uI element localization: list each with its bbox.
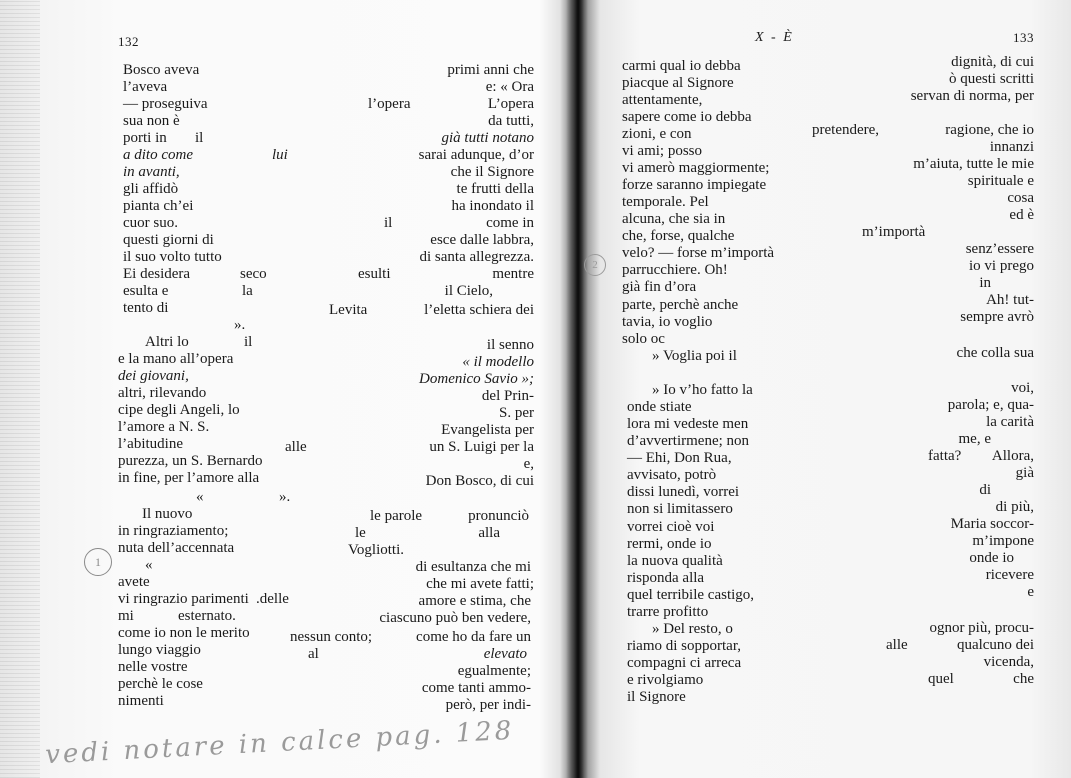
text-line: ò questi scritti — [949, 71, 1034, 87]
text-fragment: ». — [279, 489, 291, 505]
text-line: » Del resto, o — [652, 621, 733, 637]
text-fragment: fatta? — [928, 448, 962, 464]
text-line: m’impone — [972, 533, 1034, 549]
text-fragment: ». — [234, 317, 246, 333]
text-line: parte, perchè anche — [622, 297, 739, 313]
text-line: vi amerò maggiormente; — [622, 160, 770, 176]
text-line: già fin d’ora — [622, 279, 697, 295]
text-line: qualcuno dei — [956, 637, 1034, 653]
text-line: d’avvertirmene; non — [627, 433, 750, 449]
text-fragment: Levita — [329, 302, 368, 318]
text-line: Ei desidera — [123, 266, 191, 282]
text-line: mi — [118, 608, 134, 624]
text-line: mentre — [492, 266, 534, 282]
text-fragment: .delle — [256, 591, 289, 607]
text-line: quel terribile castigo, — [627, 587, 755, 603]
text-line: S. per — [499, 405, 534, 421]
text-line: l’amore a N. S. — [118, 419, 210, 435]
handwritten-annotation: vedi notare in calce pag. 128 — [44, 715, 516, 771]
text-line: vicenda, — [983, 654, 1034, 670]
text-line: tento di — [123, 300, 169, 316]
text-line: ha inondato il — [451, 198, 534, 214]
text-line: già — [1015, 465, 1034, 481]
text-fragment: il — [384, 215, 393, 231]
text-line: sarai adunque, d’or — [418, 147, 534, 163]
text-line: « il modello — [462, 354, 534, 370]
text-line: egualmente; — [457, 663, 531, 679]
text-fragment: la — [242, 283, 253, 299]
text-line: Vogliotti. — [348, 542, 404, 558]
text-line: innanzi — [989, 139, 1034, 155]
text-line: voi, — [1011, 380, 1034, 396]
text-line: me, e — [958, 431, 991, 447]
text-line: parrucchiere. Oh! — [622, 262, 728, 278]
text-line: alcuna, che sia in — [622, 211, 726, 227]
text-line: perchè le cose — [118, 676, 203, 692]
text-line: amore e stima, che — [418, 593, 531, 609]
text-fragment: al — [308, 646, 319, 662]
text-line: di santa allegrezza. — [419, 249, 534, 265]
text-line: e: « Ora — [485, 79, 534, 95]
text-line: parola; e, qua- — [947, 397, 1034, 413]
text-line: un S. Luigi per la — [429, 439, 534, 455]
text-fragment: alle — [886, 637, 908, 653]
text-line: dissi lunedì, vorrei — [627, 484, 740, 500]
text-line: e — [1027, 584, 1034, 600]
text-line: Altri lo — [145, 334, 189, 350]
text-line: Evangelista per — [441, 422, 534, 438]
text-line: Domenico Savio »; — [419, 371, 534, 387]
text-line: il Signore — [627, 689, 686, 705]
text-line: alla — [478, 525, 500, 541]
text-line: senz’essere — [965, 241, 1034, 257]
text-line: L’opera — [487, 96, 534, 112]
text-line: gli affidò — [123, 181, 179, 197]
text-line: onde io — [969, 550, 1014, 566]
text-line: nelle vostre — [118, 659, 188, 675]
text-fragment: m’importà — [862, 224, 926, 240]
text-line: che il Signore — [450, 164, 534, 180]
text-line: vi ringrazio parimenti — [118, 591, 249, 607]
text-line: Allora, — [991, 448, 1034, 464]
text-line: da tutti, — [488, 113, 534, 129]
text-line: Don Bosco, di cui — [425, 473, 534, 489]
text-fragment: seco — [240, 266, 267, 282]
text-line: » Io v’ho fatto la — [652, 382, 753, 398]
text-line: la nuova qualità — [627, 553, 723, 569]
text-line: questi giorni di — [123, 232, 214, 248]
text-line: tavia, io voglio — [622, 314, 713, 330]
text-line: e rivolgiamo — [627, 672, 704, 688]
margin-note-circle: 2 — [584, 254, 606, 276]
text-line: già tutti notano — [441, 130, 534, 146]
text-line: io vi prego — [969, 258, 1034, 274]
text-line: carmi qual io debba — [622, 58, 741, 74]
text-line: sapere come io debba — [622, 109, 752, 125]
text-line: il Cielo, — [444, 283, 493, 299]
text-line: » Voglia poi il — [652, 348, 737, 364]
text-line: la carità — [986, 414, 1034, 430]
text-fragment: lui — [272, 147, 288, 163]
text-line: però, per indi- — [445, 697, 531, 713]
page-number-left: 132 — [118, 34, 139, 49]
text-fragment: l’opera — [368, 96, 411, 112]
text-line: che mi avete fatti; — [426, 576, 534, 592]
text-fragment: nessun conto; — [290, 629, 373, 645]
text-line: ciascuno può ben vedere, — [379, 610, 531, 626]
text-line: avvisato, potrò — [627, 467, 717, 483]
text-line: ricevere — [985, 567, 1034, 583]
text-line: cipe degli Angeli, lo — [118, 402, 240, 418]
text-line: nuta dell’accennata — [118, 540, 235, 556]
text-line: risponda alla — [627, 570, 705, 586]
text-line: solo oc — [622, 331, 665, 347]
text-line: purezza, un S. Bernardo — [118, 453, 263, 469]
text-line: vi ami; posso — [622, 143, 703, 159]
text-line: il senno — [486, 337, 534, 353]
page-edge-shadow — [0, 0, 40, 778]
text-line: sempre avrò — [960, 309, 1034, 325]
text-line: Bosco aveva — [123, 62, 200, 78]
text-line: cosa — [1007, 190, 1034, 206]
text-line: — Ehi, Don Rua, — [627, 450, 732, 466]
text-line: avete — [118, 574, 150, 590]
text-fragment: il — [195, 130, 204, 146]
text-fragment: « — [196, 489, 204, 505]
text-line: l’eletta schiera dei — [424, 302, 534, 318]
text-line: dignità, di cui — [951, 54, 1034, 70]
text-line: forze saranno impiegate — [622, 177, 767, 193]
margin-note-circle: 1 — [84, 548, 112, 576]
text-line: che, forse, qualche — [622, 228, 735, 244]
text-line: l’aveva — [123, 79, 168, 95]
text-line: lungo viaggio — [118, 642, 201, 658]
text-line: trarre profitto — [627, 604, 709, 620]
text-line: sua non è — [123, 113, 180, 129]
text-line: rermi, onde io — [627, 536, 712, 552]
text-line: il suo volto tutto — [123, 249, 222, 265]
text-line: ognor più, procu- — [929, 620, 1034, 636]
text-line: te frutti della — [456, 181, 534, 197]
text-line: che — [1013, 671, 1034, 687]
text-line: che colla sua — [956, 345, 1034, 361]
text-line: nimenti — [118, 693, 164, 709]
text-line: zioni, e con — [622, 126, 692, 142]
book-gutter — [566, 0, 588, 778]
text-line: primi anni che — [447, 62, 534, 78]
text-line: altri, rilevando — [118, 385, 207, 401]
text-line: del Prin- — [481, 388, 534, 404]
text-line: compagni ci arreca — [627, 655, 742, 671]
text-fragment: alle — [285, 439, 307, 455]
text-line: ragione, che io — [945, 122, 1034, 138]
text-line: porti in — [123, 130, 167, 146]
text-line: lora mi vedeste men — [627, 416, 749, 432]
text-line: esulta e — [123, 283, 169, 299]
text-line: riamo di sopportar, — [627, 638, 741, 654]
text-line: e la mano all’opera — [118, 351, 234, 367]
text-line: servan di norma, per — [910, 88, 1034, 104]
text-line: l’abitudine — [118, 436, 183, 452]
text-line: pianta ch’ei — [123, 198, 194, 214]
text-fragment: « — [145, 557, 153, 573]
text-line: in ringraziamento; — [118, 523, 229, 539]
text-line: in avanti, — [123, 164, 180, 180]
text-line: le parole — [370, 508, 423, 524]
text-fragment: quel — [928, 671, 954, 687]
text-line: velo? — forse m’importà — [622, 245, 775, 261]
text-line: in fine, per l’amore alla — [118, 470, 260, 486]
text-line: non si limitassero — [627, 501, 733, 517]
text-line: come in — [486, 215, 534, 231]
text-line: di esultanza che mi — [415, 559, 531, 575]
text-line: come io non le merito — [118, 625, 250, 641]
text-line: pronunciò — [468, 508, 529, 524]
text-line: Maria soccor- — [950, 516, 1034, 532]
text-line: e, — [523, 456, 534, 472]
text-line: vorrei cioè voi — [627, 519, 715, 535]
text-fragment: le — [355, 525, 366, 541]
text-fragment: esternato. — [178, 608, 236, 624]
text-line: piacque al Signore — [622, 75, 734, 91]
text-line: di — [979, 482, 991, 498]
page-number-right: 133 — [1013, 30, 1034, 45]
text-line: attentamente, — [622, 92, 703, 108]
text-line: cuor suo. — [123, 215, 178, 231]
text-line: dei giovani, — [118, 368, 189, 384]
running-header: X - È — [755, 30, 794, 45]
text-line: — proseguiva — [123, 96, 208, 112]
text-fragment: pretendere, — [812, 122, 880, 138]
text-line: ed è — [1009, 207, 1034, 223]
text-line: di più, — [995, 499, 1034, 515]
text-line: a dito come — [123, 147, 193, 163]
text-fragment: esulti — [358, 266, 391, 282]
text-line: m’aiuta, tutte le mie — [913, 156, 1034, 172]
text-line: onde stiate — [627, 399, 692, 415]
text-line: come tanti ammo- — [421, 680, 531, 696]
text-line: Il nuovo — [142, 506, 193, 522]
text-line: come ho da fare un — [416, 629, 531, 645]
text-line: in — [979, 275, 991, 291]
text-line: temporale. Pel — [622, 194, 709, 210]
text-fragment: il — [244, 334, 253, 350]
text-line: esce dalle labbra, — [430, 232, 534, 248]
text-line: spirituale e — [967, 173, 1034, 189]
text-line: elevato — [483, 646, 527, 662]
text-line: Ah! tut- — [986, 292, 1034, 308]
